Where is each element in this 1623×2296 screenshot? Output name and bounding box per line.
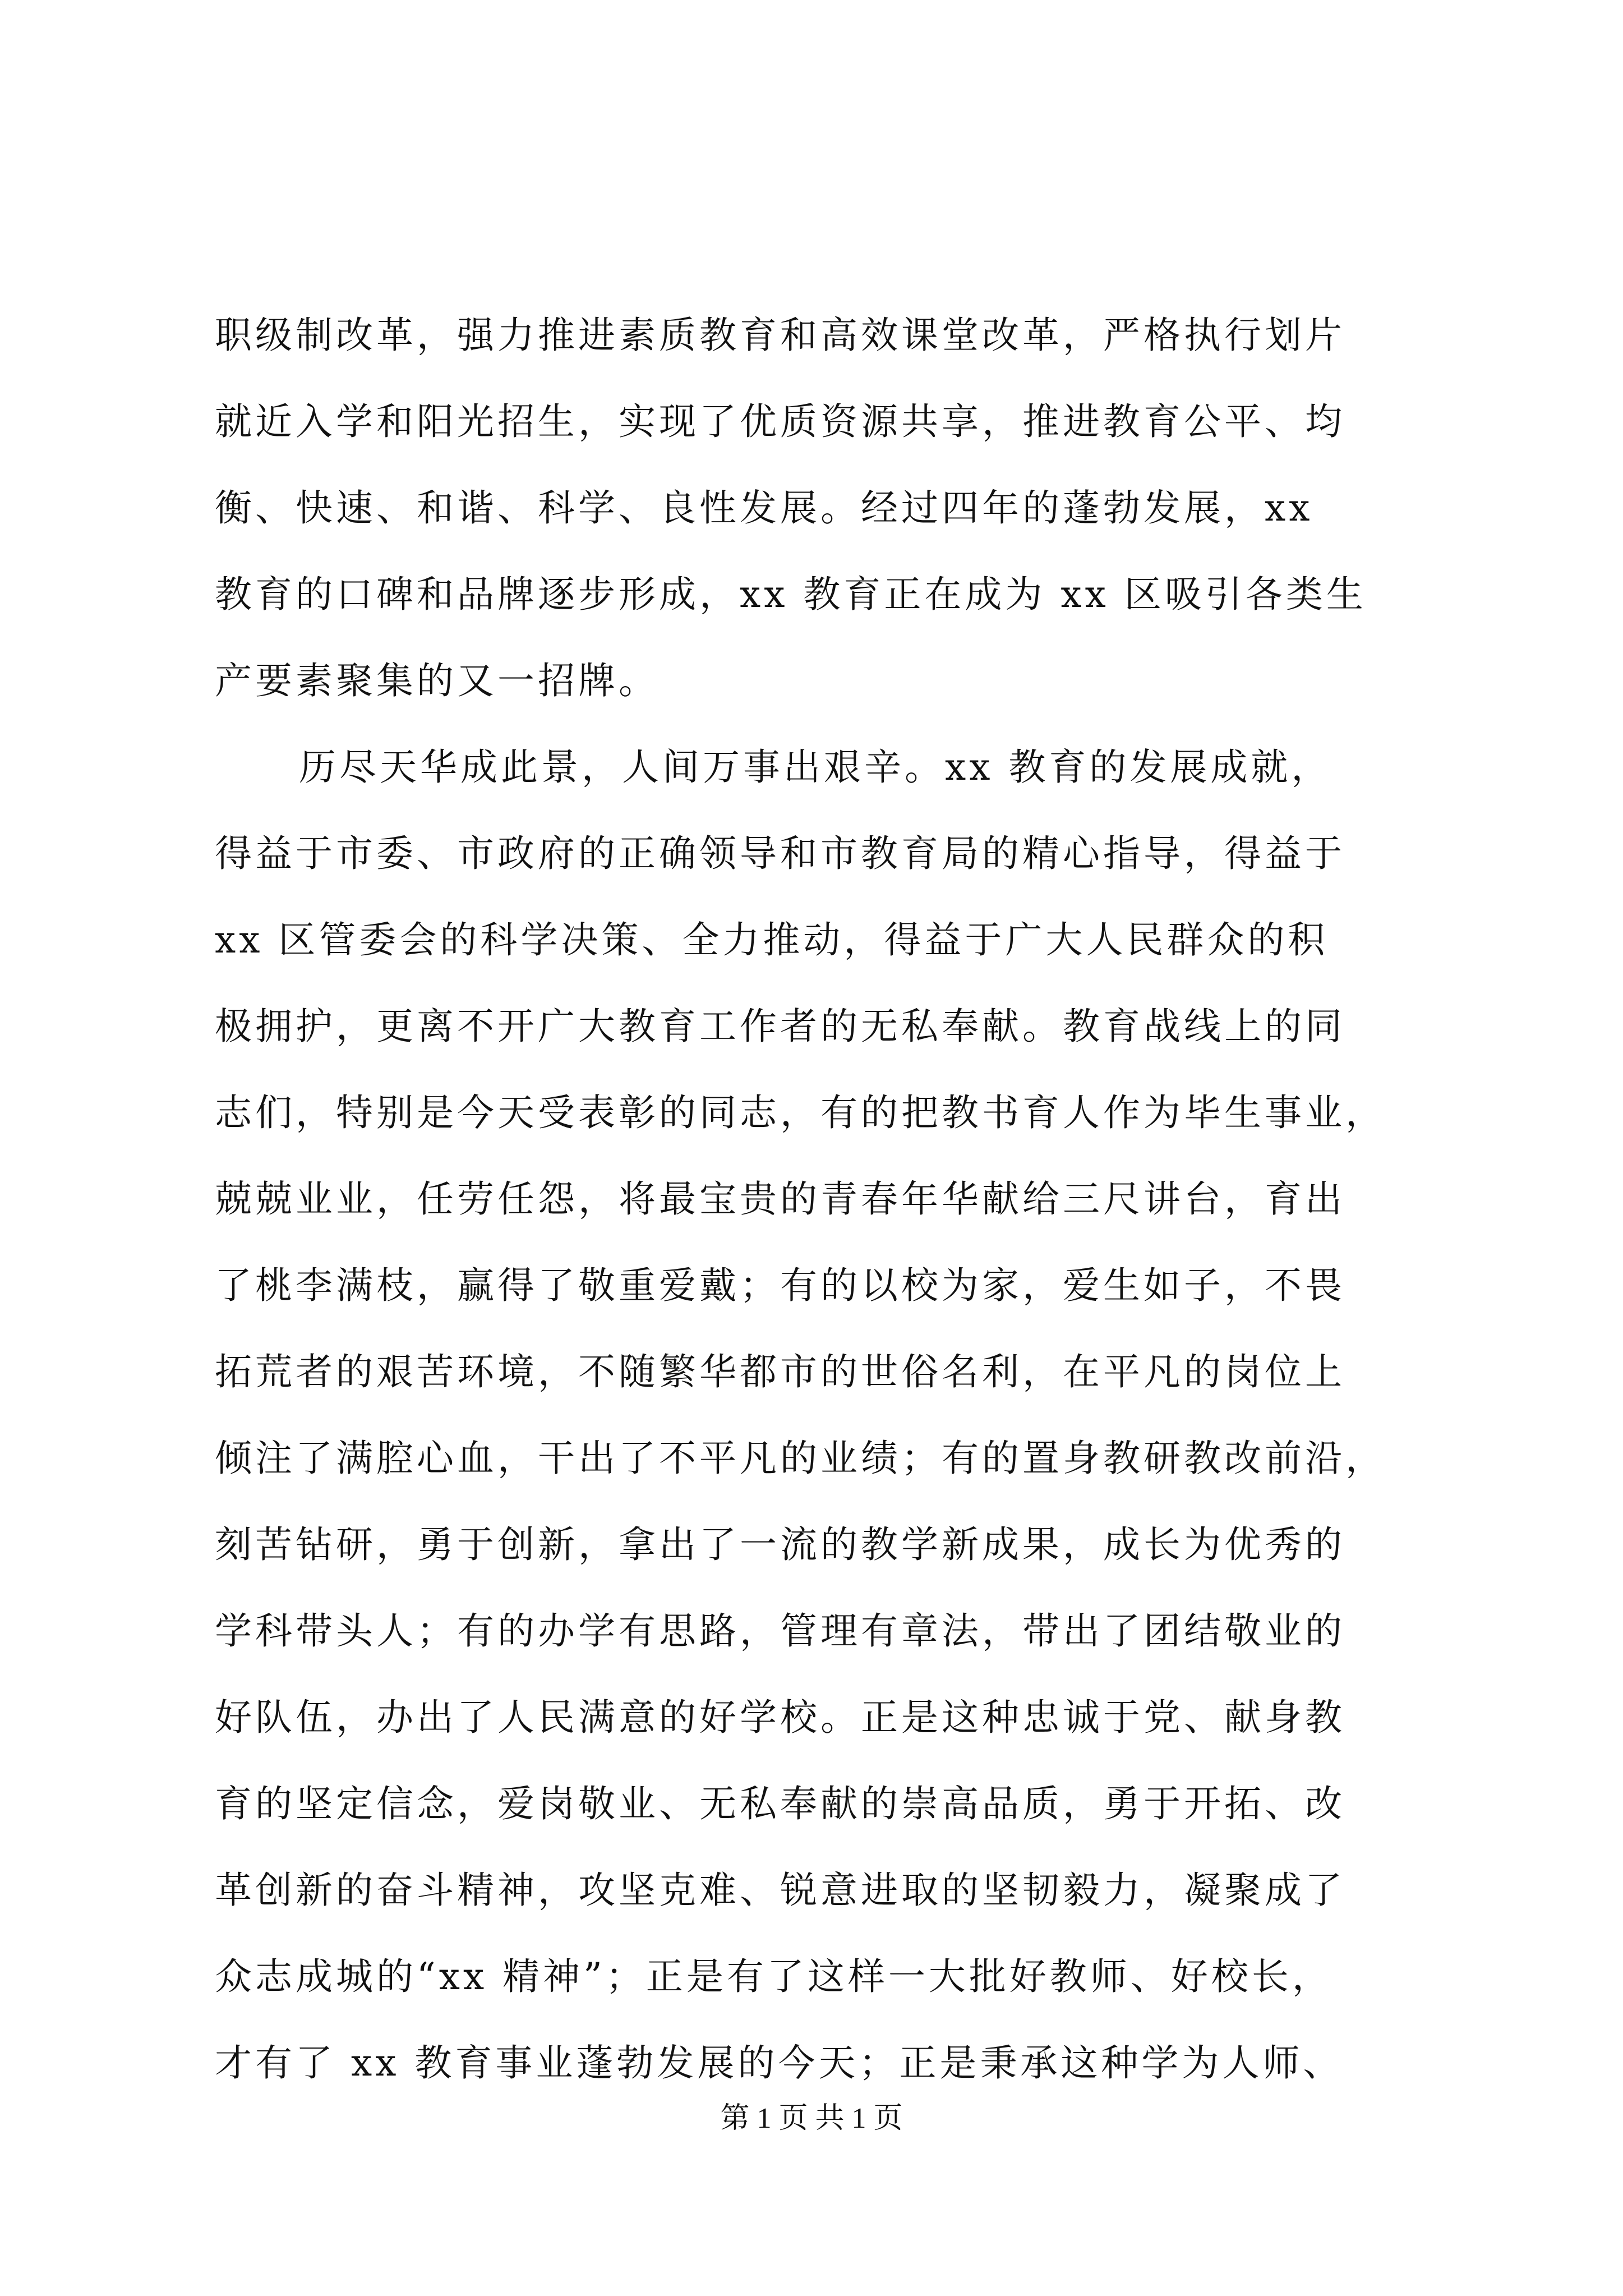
text-line: 学科带头人；有的办学有思路，管理有章法，带出了团结敬业的 — [215, 1609, 1345, 1653]
text-line: 兢兢业业，任劳任怨，将最宝贵的青春年华献给三尺讲台，育出 — [215, 1177, 1345, 1221]
text-line: 革创新的奋斗精神，攻坚克难、锐意进取的坚韧毅力，凝聚成了 — [215, 1869, 1345, 1912]
text-line: 育的坚定信念，爱岗敬业、无私奉献的崇高品质，勇于开拓、改 — [215, 1782, 1345, 1825]
text-line: 才有了 xx 教育事业蓬勃发展的今天；正是秉承这种学为人师、 — [215, 2041, 1344, 2085]
text-line: xx 区管委会的科学决策、全力推动，得益于广大人民群众的积 — [215, 918, 1329, 961]
page-footer — [0, 2099, 1623, 2138]
text-line: 极拥护，更离不开广大教育工作者的无私奉献。教育战线上的同 — [215, 1005, 1345, 1048]
text-line: 倾注了满腔心血，干出了不平凡的业绩；有的置身教研教改前沿， — [215, 1437, 1386, 1480]
text-line: 了桃李满枝，赢得了敬重爱戴；有的以校为家，爱生如子，不畏 — [215, 1264, 1345, 1307]
text-line: 衡、快速、和谐、科学、良性发展。经过四年的蓬勃发展，xx — [215, 486, 1313, 530]
text-line: 好队伍，办出了人民满意的好学校。正是这种忠诚于党、献身教 — [215, 1696, 1345, 1739]
text-line: 得益于市委、市政府的正确领导和市教育局的精心指导，得益于 — [215, 832, 1345, 875]
text-line: 志们，特别是今天受表彰的同志，有的把教书育人作为毕生事业， — [215, 1091, 1386, 1134]
text-line: 众志成城的“xx 精神”；正是有了这样一大批好教师、好校长， — [215, 1955, 1332, 1998]
text-line: 产要素聚集的又一招牌。 — [215, 659, 659, 702]
page-number-label: 第 1 页 共 1 页 — [720, 2102, 903, 2134]
text-line: 职级制改革，强力推进素质教育和高效课堂改革，严格执行划片 — [215, 314, 1345, 357]
text-line: 拓荒者的艰苦环境，不随繁华都市的世俗名利，在平凡的岗位上 — [215, 1350, 1345, 1393]
paragraph-first-line: 历尽天华成此景，人间万事出艰辛。xx 教育的发展成就， — [299, 746, 1332, 789]
text-line: 就近入学和阳光招生，实现了优质资源共享，推进教育公平、均 — [215, 400, 1345, 443]
text-line: 教育的口碑和品牌逐步形成，xx 教育正在成为 xx 区吸引各类生 — [215, 573, 1367, 616]
text-line: 刻苦钻研，勇于创新，拿出了一流的教学新成果，成长为优秀的 — [215, 1523, 1345, 1566]
